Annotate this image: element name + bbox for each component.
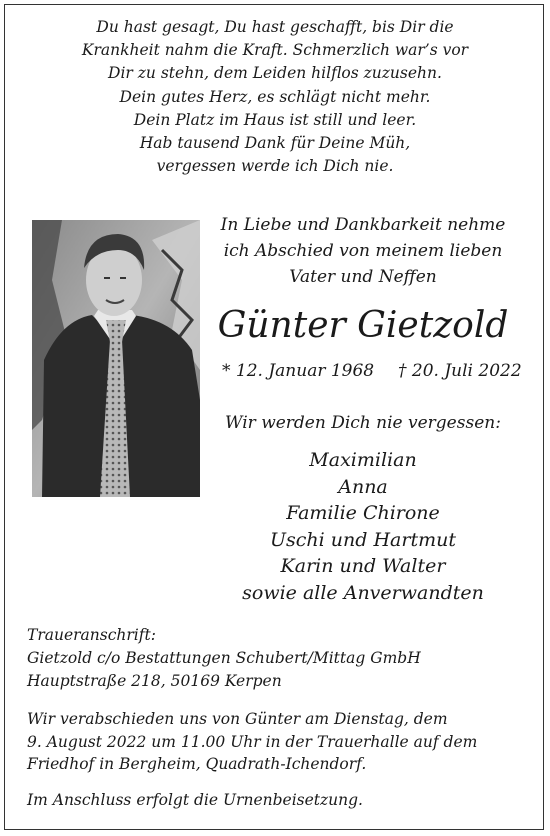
deceased-name: Günter Gietzold bbox=[217, 305, 509, 346]
service-info bbox=[27, 708, 477, 776]
urn-burial-note: Im Anschluss erfolgt die Urnenbeisetzung. bbox=[27, 791, 363, 809]
life-dates bbox=[222, 358, 522, 384]
farewell-intro bbox=[208, 212, 518, 290]
poem-line: Hab tausend Dank für Deine Müh, bbox=[139, 134, 411, 153]
poem-line: Dein gutes Herz, es schlägt nicht mehr. bbox=[119, 87, 431, 106]
intro-line: ich Abschied von meinem lieben bbox=[223, 241, 503, 261]
poem-line: Krankheit nahm die Kraft. Schmerzlich war’s vor bbox=[81, 41, 469, 60]
address-line: Gietzold c/o Bestattungen Schubert/Mittag GmbH bbox=[27, 649, 421, 667]
intro-line: In Liebe und Dankbarkeit nehme bbox=[220, 215, 506, 235]
address-line: Hauptstraße 218, 50169 Kerpen bbox=[27, 672, 282, 690]
mourner: sowie alle Anverwandten bbox=[242, 581, 484, 604]
intro-line: Vater und Neffen bbox=[289, 267, 437, 287]
poem-line: Dein Platz im Haus ist still und leer. bbox=[133, 110, 417, 129]
poem-line: Dir zu stehn, dem Leiden hilflos zuzusehn. bbox=[108, 64, 442, 83]
mourner: Familie Chirone bbox=[286, 502, 440, 524]
birth-date: * 12. Januar 1968 bbox=[222, 361, 375, 381]
service-line: Wir verabschieden uns von Günter am Dienstag, dem bbox=[27, 710, 448, 728]
mourner: Karin und Walter bbox=[280, 555, 446, 577]
mourner: Maximilian bbox=[309, 449, 417, 471]
remembrance-line: Wir werden Dich nie vergessen: bbox=[225, 413, 501, 433]
mourner: Anna bbox=[338, 475, 388, 498]
mourning-address bbox=[27, 624, 421, 693]
mourners-list bbox=[208, 447, 518, 606]
poem-line: Du hast gesagt, Du hast geschafft, bis Dir die bbox=[96, 18, 454, 36]
address-line: Traueranschrift: bbox=[27, 626, 156, 644]
service-line: 9. August 2022 um 11.00 Uhr in der Trauerhalle auf dem bbox=[27, 732, 478, 751]
service-line: Friedhof in Bergheim, Quadrath-Ichendorf. bbox=[27, 755, 367, 773]
poem bbox=[0, 16, 550, 178]
mourner: Uschi und Hartmut bbox=[270, 528, 456, 551]
portrait-photo bbox=[32, 220, 200, 497]
death-date: † 20. Juli 2022 bbox=[398, 361, 522, 381]
poem-line: vergessen werde ich Dich nie. bbox=[156, 157, 394, 176]
